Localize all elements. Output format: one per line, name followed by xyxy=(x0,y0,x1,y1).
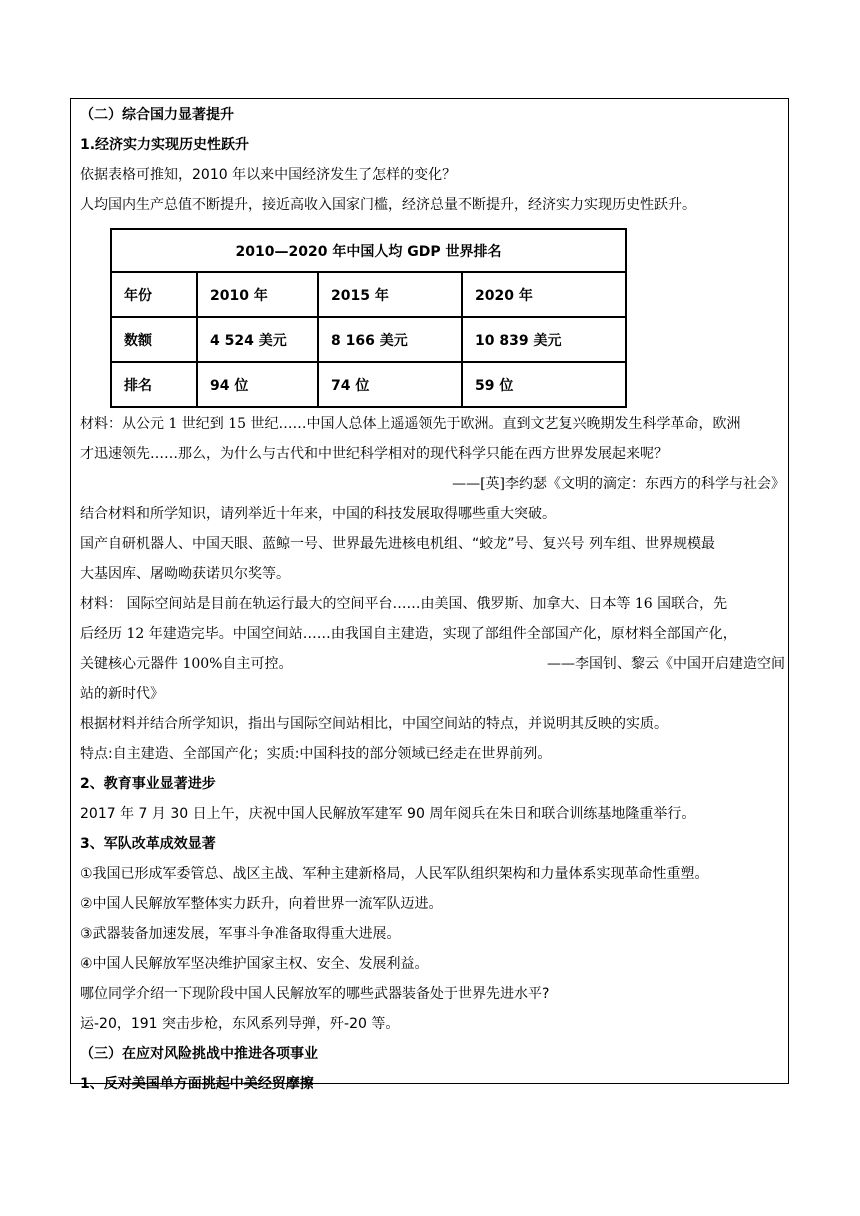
table-cell: 2015 年 xyxy=(318,272,462,317)
table-cell: 10 839 美元 xyxy=(462,317,626,362)
table-cell: 74 位 xyxy=(318,362,462,407)
subsection-heading: 1、反对美国单方面挑起中美经贸摩擦 xyxy=(80,1076,314,1092)
list-item: ①我国已形成军委管总、战区主战、军种主建新格局，人民军队组织架构和力量体系实现革命性重塑。 xyxy=(80,866,709,882)
list-item: ③武器装备加速发展，军事斗争准备取得重大进展。 xyxy=(80,926,401,942)
table-row xyxy=(111,272,626,317)
material-text: 材料：从公元 1 世纪到 15 世纪……中国人总体上遥遥领先于欧洲。直到文艺复兴晚期发生科学革命，欧洲 xyxy=(80,416,741,432)
table-cell: 数额 xyxy=(111,317,197,362)
table-cell: 2010 年 xyxy=(197,272,318,317)
table-cell: 排名 xyxy=(111,362,197,407)
subsection-heading: 3、军队改革成效显著 xyxy=(80,836,216,852)
table-cell: 年份 xyxy=(111,272,197,317)
question-text: 哪位同学介绍一下现阶段中国人民解放军的哪些武器装备处于世界先进水平? xyxy=(80,986,550,1002)
table-cell: 59 位 xyxy=(462,362,626,407)
subsection-heading: 1.经济实力实现历史性跃升 xyxy=(80,137,250,153)
material-source: ——李国钊、黎云《中国开启建造空间 xyxy=(547,656,785,672)
table-title-row xyxy=(111,229,626,272)
table-cell: 2020 年 xyxy=(462,272,626,317)
table-row xyxy=(111,362,626,407)
section-heading: （二）综合国力显著提升 xyxy=(80,107,234,123)
material-text: 后经历 12 年建造完毕。中国空间站……由我国自主建造，实现了部组件全部国产化，原材料全部国产化， xyxy=(80,626,737,642)
answer-text: 大基因库、屠呦呦获诺贝尔奖等。 xyxy=(80,566,290,582)
material-text xyxy=(80,649,785,679)
question-text: 结合材料和所学知识，请列举近十年来，中国的科技发展取得哪些重大突破。 xyxy=(80,506,556,522)
table-cell: 8 166 美元 xyxy=(318,317,462,362)
answer-text: 运-20，191 突击步枪，东风系列导弹，歼-20 等。 xyxy=(80,1016,400,1032)
question-text: 依据表格可推知，2010 年以来中国经济发生了怎样的变化？ xyxy=(80,167,457,183)
list-item: ④中国人民解放军坚决维护国家主权、安全、发展利益。 xyxy=(80,956,429,972)
material-text: 才迅速领先……那么，为什么与古代和中世纪科学相对的现代科学只能在西方世界发展起来呢？ xyxy=(80,446,668,462)
table-cell: 94 位 xyxy=(197,362,318,407)
material-source: ——[英]李约瑟《文明的滴定：东西方的科学与社会》 xyxy=(452,476,785,492)
answer-text: 国产自研机器人、中国天眼、蓝鲸一号、世界最先进核电机组、“蛟龙”号、复兴号 列车组、世界规模最 xyxy=(80,536,715,552)
list-item: ②中国人民解放军整体实力跃升，向着世界一流军队迈进。 xyxy=(80,896,443,912)
section-heading: （三）在应对风险挑战中推进各项事业 xyxy=(80,1046,318,1062)
material-source: 站的新时代》 xyxy=(80,686,164,702)
answer-text: 人均国内生产总值不断提升，接近高收入国家门槛，经济总量不断提升，经济实力实现历史性跃升。 xyxy=(80,197,696,213)
material-text-end: 关键核心元器件 100%自主可控。 xyxy=(80,656,293,672)
table-cell: 4 524 美元 xyxy=(197,317,318,362)
table-title: 2010—2020 年中国人均 GDP 世界排名 xyxy=(111,229,626,272)
table-row xyxy=(111,317,626,362)
material-text: 材料： 国际空间站是目前在轨运行最大的空间平台……由美国、俄罗斯、加拿大、日本等 16 国联合，先 xyxy=(80,596,728,612)
subsection-heading: 2、教育事业显著进步 xyxy=(80,776,216,792)
question-text: 根据材料并结合所学知识，指出与国际空间站相比，中国空间站的特点，并说明其反映的实质。 xyxy=(80,716,668,732)
answer-text: 特点:自主建造、全部国产化；实质:中国科技的部分领域已经走在世界前列。 xyxy=(80,746,552,762)
body-text: 2017 年 7 月 30 日上午，庆祝中国人民解放军建军 90 周年阅兵在朱日和联合训练基地隆重举行。 xyxy=(80,806,696,822)
gdp-ranking-table xyxy=(110,228,627,408)
document-content xyxy=(80,100,785,1099)
